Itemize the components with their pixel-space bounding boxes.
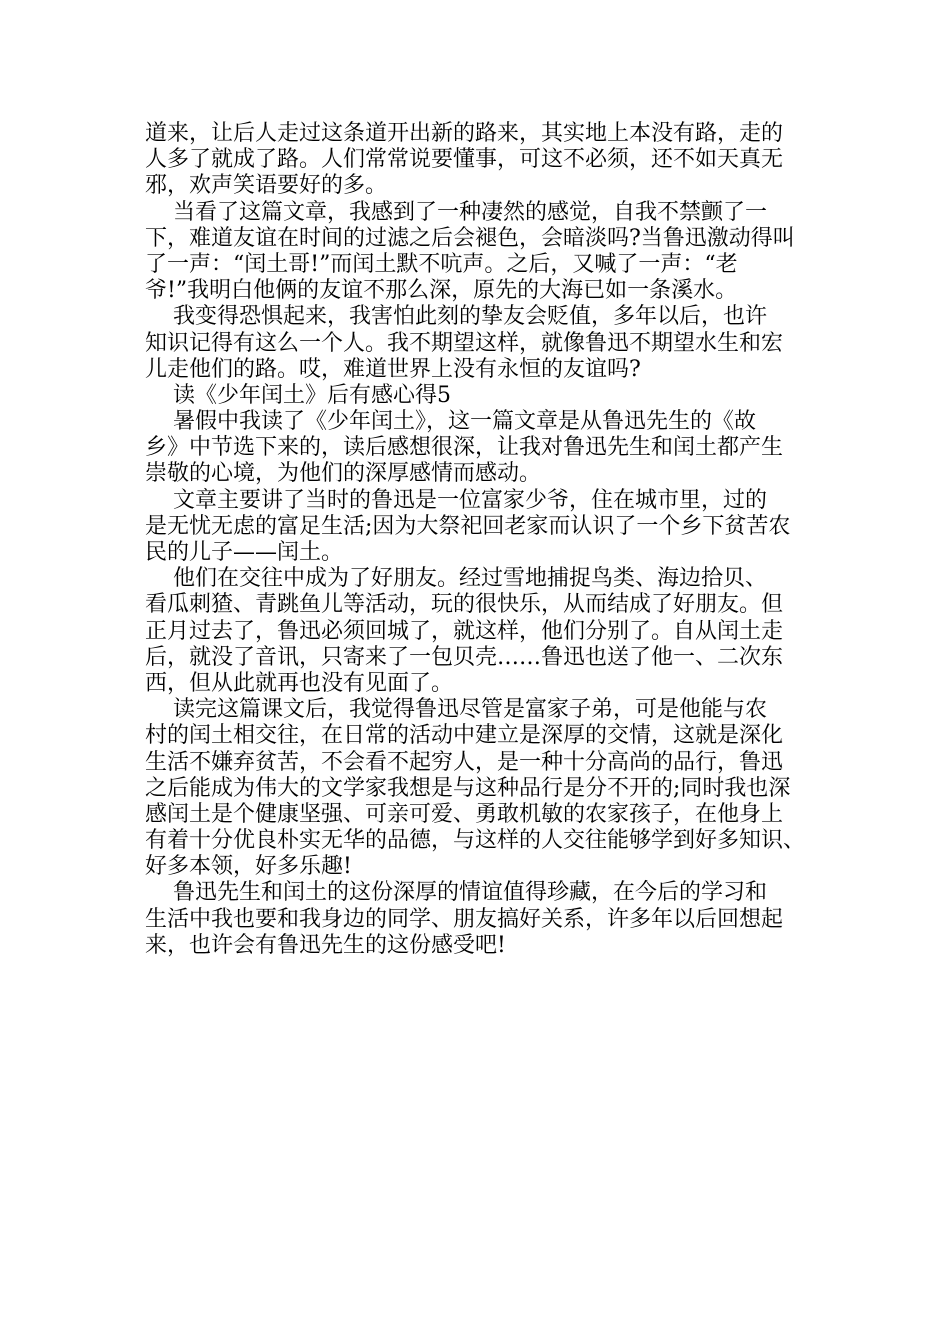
text-line: 来，也许会有鲁迅先生的这份感受吧! — [145, 932, 506, 958]
text-line: 我变得恐惧起来，我害怕此刻的挚友会贬值，多年以后，也许 — [145, 304, 767, 330]
text-line: 下，难道友谊在时间的过滤之后会褪色，会暗淡吗?当鲁迅激动得叫 — [145, 225, 795, 251]
section-heading: 读《少年闰土》后有感心得5 — [145, 382, 451, 408]
text-line: 儿走他们的路。哎，难道世界上没有永恒的友谊吗? — [145, 356, 641, 382]
body-text — [145, 121, 825, 959]
text-line: 感闰土是个健康坚强、可亲可爱、勇敢机敏的农家孩子，在他身上 — [145, 801, 784, 827]
text-line: 了一声：“闰土哥!”而闰土默不吭声。之后，又喊了一声：“老 — [145, 251, 738, 277]
text-line: 知识记得有这么一个人。我不期望这样，就像鲁迅不期望水生和宏 — [145, 330, 784, 356]
text-line: 是无忧无虑的富足生活;因为大祭祀回老家而认识了一个乡下贫苦农 — [145, 513, 791, 539]
text-line: 看瓜刺猹、青跳鱼儿等活动，玩的很快乐，从而结成了好朋友。但 — [145, 592, 784, 618]
text-line: 崇敬的心境，为他们的深厚感情而感动。 — [145, 461, 542, 487]
text-line: 好多本领，好多乐趣! — [145, 854, 352, 880]
text-line: 正月过去了，鲁迅必须回城了，就这样，他们分别了。自从闰土走 — [145, 618, 784, 644]
text-line: 生活不嫌弃贫苦，不会看不起穷人，是一种十分高尚的品行，鲁迅 — [145, 749, 784, 775]
text-line: 读完这篇课文后，我觉得鲁迅尽管是富家子弟，可是他能与农 — [145, 697, 767, 723]
text-line: 后，就没了音讯，只寄来了一包贝壳……鲁迅也送了他一、二次东 — [145, 644, 784, 670]
text-line: 之后能成为伟大的文学家我想是与这种品行是分不开的;同时我也深 — [145, 775, 791, 801]
text-line: 生活中我也要和我身边的同学、朋友搞好关系，许多年以后回想起 — [145, 906, 784, 932]
text-line: 暑假中我读了《少年闰土》，这一篇文章是从鲁迅先生的《故 — [145, 409, 756, 435]
text-line: 文章主要讲了当时的鲁迅是一位富家少爷，住在城市里，过的 — [145, 487, 767, 513]
text-line: 有着十分优良朴实无华的品德，与这样的人交往能够学到好多知识、 — [145, 828, 806, 854]
text-line: 道来，让后人走过这条道开出新的路来，其实地上本没有路，走的 — [145, 121, 784, 146]
text-line: 西，但从此就再也没有见面了。 — [145, 670, 454, 696]
text-line: 民的儿子——闰土。 — [145, 540, 344, 565]
text-line: 鲁迅先生和闰土的这份深厚的情谊值得珍藏，在今后的学习和 — [145, 880, 767, 906]
text-line: 他们在交往中成为了好朋友。经过雪地捕捉鸟类、海边拾贝、 — [145, 566, 767, 592]
text-line: 人多了就成了路。人们常常说要懂事，可这不必须，还不如天真无 — [145, 147, 784, 173]
text-line: 乡》中节选下来的，读后感想很深，让我对鲁迅先生和闰土都产生 — [145, 435, 784, 461]
text-line: 村的闰土相交往，在日常的活动中建立是深厚的交情，这就是深化 — [145, 723, 784, 749]
text-line: 邪，欢声笑语要好的多。 — [145, 173, 388, 199]
text-line: 当看了这篇文章，我感到了一种凄然的感觉，自我不禁颤了一 — [145, 199, 767, 225]
text-line: 爷!”我明白他俩的友谊不那么深，原先的大海已如一条溪水。 — [145, 278, 738, 304]
